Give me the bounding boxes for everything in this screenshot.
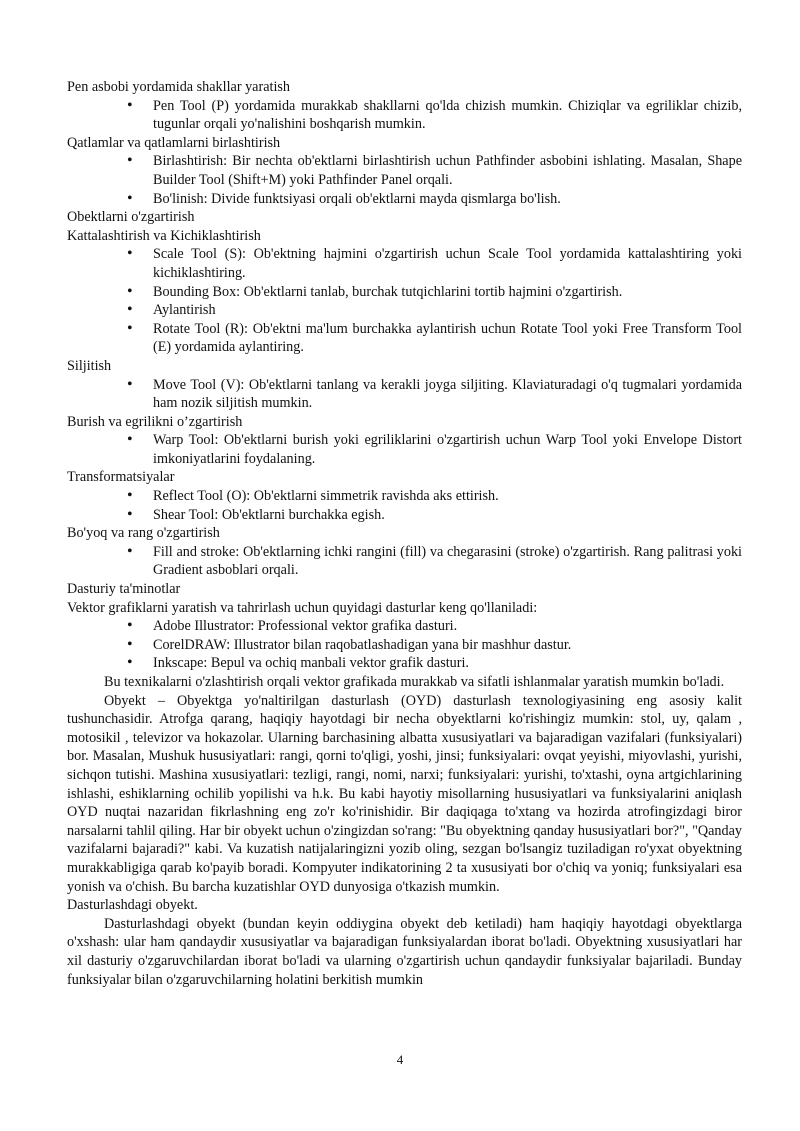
bullet-list xyxy=(67,431,742,468)
list-item: • Move Tool (V): Ob'ektlarni tanlang va kerakli joyga siljiting. Klaviaturadagi o'q tugmalari yordamida ham nozik siljitish mumkin. xyxy=(153,376,742,413)
document-page xyxy=(67,78,742,989)
bullet-list xyxy=(67,617,742,673)
section-heading: Dasturiy ta'minotlar xyxy=(67,581,181,598)
section-heading: Pen asbobi yordamida shakllar yaratish xyxy=(67,79,291,95)
section-heading: Dasturlashdagi obyekt. xyxy=(67,897,198,914)
bullet-list xyxy=(67,97,742,134)
bullet-list xyxy=(67,152,742,208)
list-item: • Scale Tool (S): Ob'ektning hajmini o'zgartirish uchun Scale Tool yordamida kattalashtiring yoki kichiklashtiring. xyxy=(153,245,742,282)
list-item: • Inkscape: Bepul va ochiq manbali vektor grafik dasturi. xyxy=(153,654,742,673)
bullet-list xyxy=(67,487,742,524)
list-item: • Bo'linish: Divide funktsiyasi orqali ob'ektlarni mayda qismlarga bo'lish. xyxy=(153,190,742,209)
bullet-list xyxy=(67,245,742,357)
page-number: 4 xyxy=(396,1052,404,1067)
section-heading: Obektlarni o'zgartirish xyxy=(67,209,195,226)
list-item: • Shear Tool: Ob'ektlarni burchakka egish. xyxy=(153,506,742,525)
section-heading: Burish va egrilikni o’zgartirish xyxy=(67,413,243,430)
list-item: • Warp Tool: Ob'ektlarni burish yoki egriliklarini o'zgartirish uchun Warp Tool yoki Envelope Distort imkoniyatlarini foydalaning. xyxy=(153,431,742,468)
list-item: • Pen Tool (P) yordamida murakkab shakllarni qo'lda chizish mumkin. Chiziqlar va egriliklar chizib, tugunlar orqali yo'nalishini boshqarish mumkin. xyxy=(153,97,742,134)
list-item: • Fill and stroke: Ob'ektlarning ichki rangini (fill) va chegarasini (stroke) o'zgartirish. Rang palitrasi yoki Gradient asboblari orqali. xyxy=(153,543,742,580)
list-item: • CorelDRAW: Illustrator bilan raqobatlashadigan yana bir mashhur dastur. xyxy=(153,636,742,655)
bullet-list xyxy=(67,376,742,413)
list-item: • Birlashtirish: Bir nechta ob'ektlarni birlashtirish uchun Pathfinder asbobini ishlating. Masalan, Shape Builder Tool (Shift+M) yoki Pathfinder Panel orqali. xyxy=(153,152,742,189)
bullet-list xyxy=(67,543,742,580)
section-heading: Vektor grafiklarni yaratish va tahrirlash uchun quyidagi dasturlar keng qo'llaniladi: xyxy=(67,599,538,616)
body-paragraph: Bu texnikalarni o'zlashtirish orqali vektor grafikada murakkab va sifatli ishlanmalar yaratish mumkin bo'ladi. xyxy=(104,674,725,690)
list-item: • Reflect Tool (O): Ob'ektlarni simmetrik ravishda aks ettirish. xyxy=(153,487,742,506)
section-heading: Bo'yoq va rang o'zgartirish xyxy=(67,525,220,542)
list-item: • Rotate Tool (R): Ob'ektni ma'lum burchakka aylantirish uchun Rotate Tool yoki Free Transform Tool (E) yordamida aylantiring. xyxy=(153,320,742,357)
list-item: • Adobe Illustrator: Professional vektor grafika dasturi. xyxy=(153,617,742,636)
section-heading: Kattalashtirish va Kichiklashtirish xyxy=(67,227,261,244)
section-heading: Transformatsiyalar xyxy=(67,469,175,486)
section-heading: Siljitish xyxy=(67,357,112,374)
body-paragraph: Dasturlashdagi obyekt (bundan keyin oddiygina obyekt deb ketiladi) ham haqiqiy hayotdagi obyektlarga o'xshash: ular ham qandaydir xususiyatlar va bajaradigan funksiyalardan iborat bo'ladi. Obyektning xususiyatlari har xil dasturiy o'zgaruvchilardan iborat bo'ladi va ularning o'zgartirish uchun qandaydir funksiyalar bajariladi. Bunday funksiyalar bilan o'zgaruvchilarning holatini berkitish mumkin xyxy=(67,915,742,988)
list-item: • Bounding Box: Ob'ektlarni tanlab, burchak tutqichlarini tortib hajmini o'zgartirish. xyxy=(153,283,742,302)
list-item: • Aylantirish xyxy=(153,301,742,320)
section-heading: Qatlamlar va qatlamlarni birlashtirish xyxy=(67,134,281,151)
body-paragraph: Obyekt – Obyektga yo'naltirilgan dasturlash (OYD) dasturlash texnologiyasining eng asosiy kalit tushunchasidir. Atrofga qarang, haqiqiy hayotdagi bir necha obyektlarni ko'rishingiz mumkin: stol, uy, qalam , motosikil , televizor va hokazolar. Ularning barchasining albatta xususiyatlari va bajaradigan vazifalari (funksiyalari) bor. Masalan, Mushuk hususiyatlari: rangi, qorni to'qligi, yoshi, jinsi; funksiyalari: ovqat yeyishi, miyovlashi, yurishi, sichqon tutishi. Mashina xususiyatlari: tezligi, rangi, nomi, narxi; funksiyalari: yurishi, to'xtashi, oyna artgichlarining ishlashi, eshiklarning ochilib yopilishi va h.k. Bu kabi hayotiy misollarning hususiyatlari va funksiyalarini aniqlash OYD nuqtai nazaridan fikrlashning eng zo'r ko'rinishidir. Bir daqiqaga to'xtang va hozirda atrofingizdagi biror narsalarni tahlil qiling. Har bir obyekt uchun o'zingizdan so'rang: "Bu obyektning qanday hususiyatlari bor?", "Qanday vazifalarni bajaradi?" kabi. Va kuzatish natijalaringizni yozib oling, sezgan bo'lsangiz tuziladigan ro'yxat obyektning murakkabligiga qarab ko'payib boradi. Kompyuter indikatorining 2 ta xususiyati bor o'chiq va yoniq; funksiyalari esa yonish va o'chish. Bu barcha kuzatishlar OYD dunyosiga o'tkazish mumkin. xyxy=(67,692,742,895)
